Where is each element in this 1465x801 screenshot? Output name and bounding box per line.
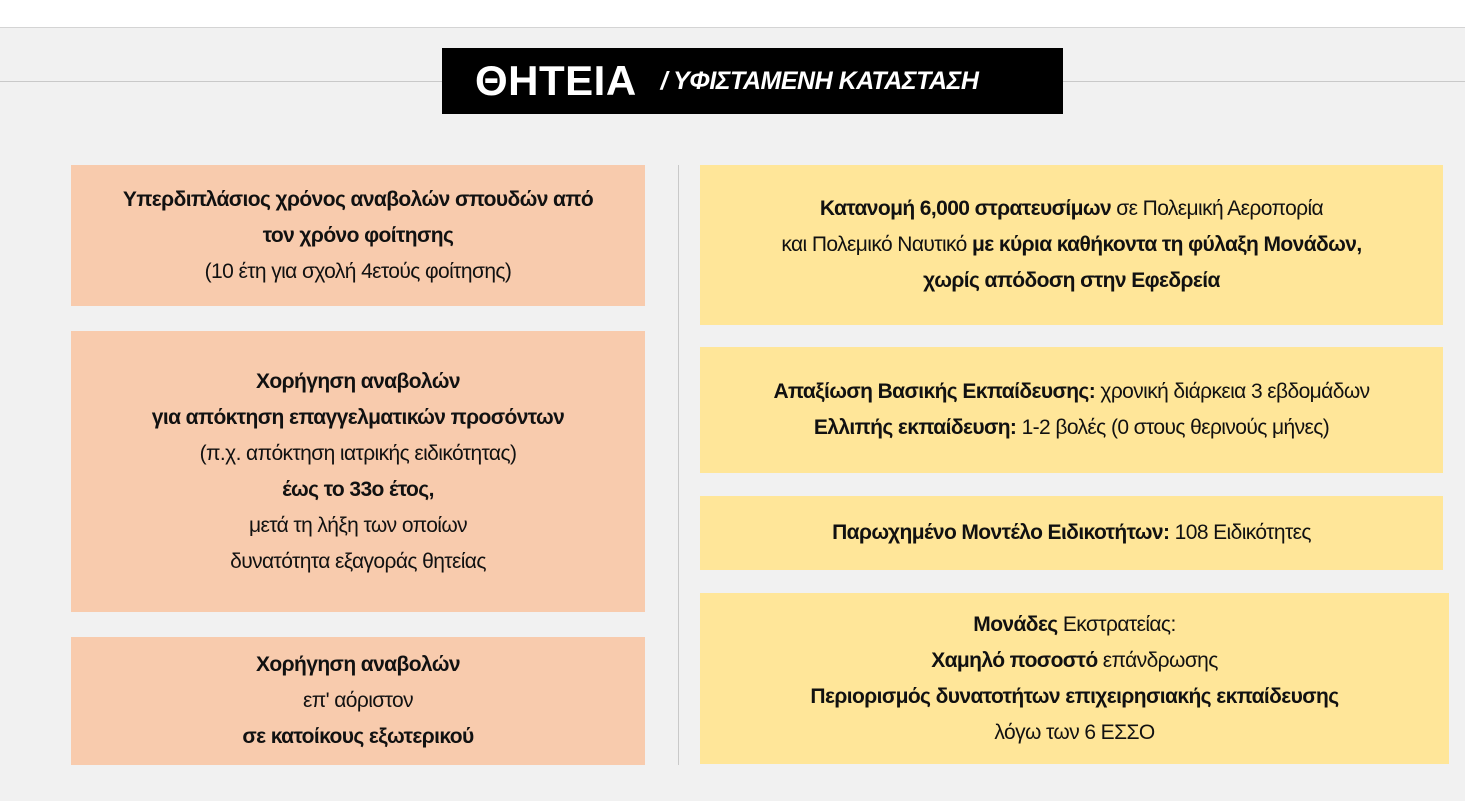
bold-text: Υπερδιπλάσιος χρόνος αναβολών σπουδών από [122,187,594,211]
right-box-3 [700,496,1443,570]
column-divider [678,165,679,765]
left-box-1 [71,165,645,306]
bold-text: Περιορισμός δυνατοτήτων επιχειρησιακής εκπαίδευσης [810,684,1339,708]
right-box-1 [700,165,1443,325]
text-line [973,607,1175,643]
bold-text: Παρωχημένο Μοντέλο Ειδικοτήτων: [832,521,1170,544]
regular-text: (10 έτη για σχολή 4ετούς φοίτησης) [204,259,512,283]
right-box-4 [700,593,1449,764]
regular-text: μετά τη λήξη των οποίων [248,513,468,537]
regular-text: (π.χ. απόκτηση ιατρικής ειδικότητας) [199,441,517,465]
left-box-2 [71,331,645,612]
text-line [923,263,1220,299]
title-banner [442,48,1063,114]
bold-text: τον χρόνο φοίτησης [262,223,454,247]
text-line [820,191,1323,227]
title-subtitle: / ΥΦΙΣΤΑΜΕΝΗ ΚΑΤΑΣΤΑΣΗ [660,66,979,95]
text-line [781,227,1361,263]
text-line [263,218,454,254]
regular-text: 1-2 βολές (0 στους θερινούς μήνες) [1016,416,1330,439]
regular-text: επάνδρωσης [1097,648,1218,672]
text-line [773,374,1369,410]
text-line [832,515,1311,551]
text-line [249,508,467,544]
regular-text: δυνατότητα εξαγοράς θητείας [230,549,486,573]
text-line [152,400,564,436]
text-line [242,719,473,755]
text-line [200,436,517,472]
regular-text: χρονική διάρκεια 3 εβδομάδων [1095,380,1370,403]
regular-text: και Πολεμικό Ναυτικό [781,233,972,256]
text-line [282,472,434,508]
bold-text: χωρίς απόδοση στην Εφεδρεία [923,269,1220,292]
text-line [256,647,460,683]
bold-text: Χαμηλό ποσοστό [931,648,1098,672]
bold-text: σε κατοίκους εξωτερικού [242,725,474,748]
left-box-3 [71,637,645,765]
text-line [810,679,1338,715]
regular-text: σε Πολεμική Αεροπορία [1111,197,1324,220]
bold-text: για απόκτηση επαγγελματικών προσόντων [151,405,565,429]
regular-text: Εκστρατείας: [1057,612,1176,636]
bold-text: Κατανομή 6,000 στρατευσίμων [819,197,1112,220]
text-line [256,364,460,400]
bold-text: έως το 33ο έτος, [282,477,434,501]
top-band [0,0,1465,28]
regular-text: λόγω των 6 ΕΣΣΟ [994,720,1155,744]
bold-text: Χορήγηση αναβολών [256,653,460,676]
regular-text: 108 Ειδικότητες [1169,521,1311,544]
text-line [205,254,512,290]
text-line [230,544,486,580]
text-line [123,182,593,218]
bold-text: με κύρια καθήκοντα τη φύλαξη Μονάδων, [971,233,1362,256]
bold-text: Μονάδες [973,612,1058,636]
bold-text: Ελλιπής εκπαίδευση: [813,416,1017,439]
regular-text: επ' αόριστον [302,689,414,712]
bold-text: Χορήγηση αναβολών [256,369,460,393]
text-line [994,715,1154,751]
text-line [303,683,413,719]
right-box-2 [700,347,1443,473]
title-main: ΘΗΤΕΙΑ [475,57,637,104]
text-line [814,410,1329,446]
text-line [931,643,1218,679]
bold-text: Απαξίωση Βασικής Εκπαίδευσης: [773,380,1096,403]
